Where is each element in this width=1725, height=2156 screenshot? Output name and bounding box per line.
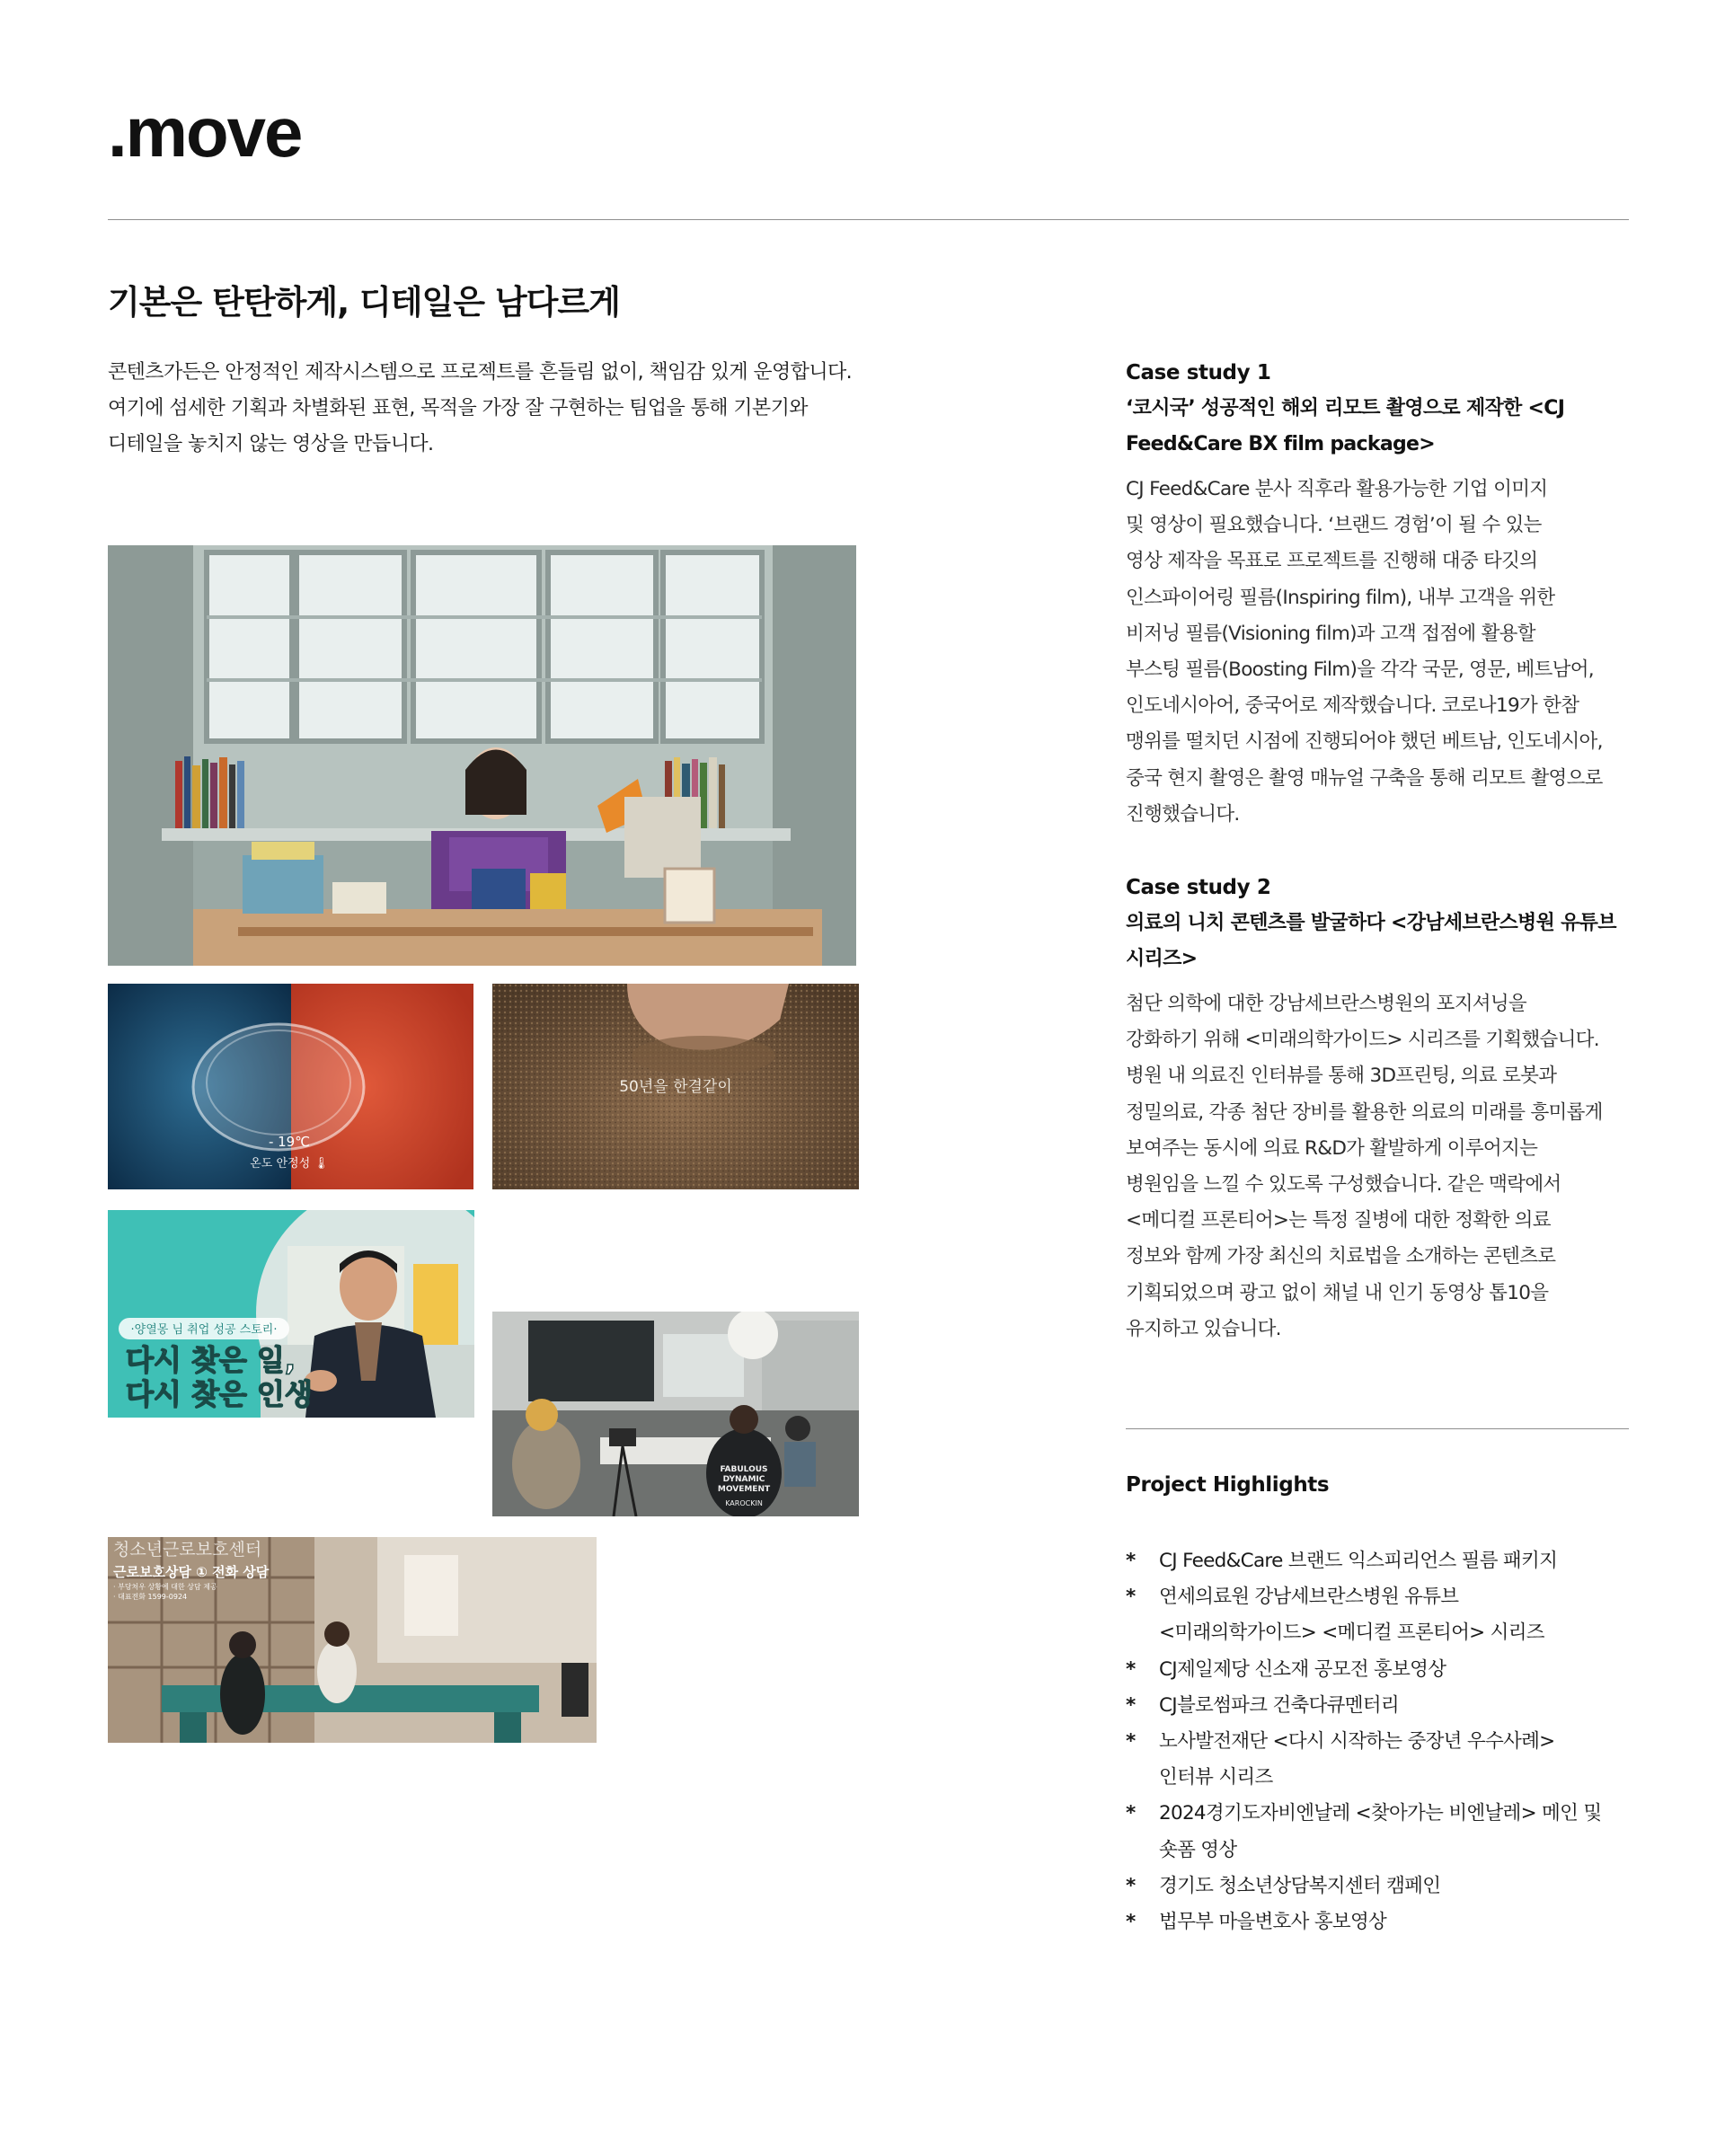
- case-study-1: [1126, 355, 1629, 833]
- photo-petri-dish: [108, 984, 473, 1189]
- intro-paragraph: [108, 355, 898, 463]
- list-item: * 경기도 청소년상담복지센터 캠페인: [1126, 1874, 1441, 1897]
- shirt-text: DYNAMIC: [722, 1475, 765, 1484]
- counsel-sub: · 대표전화 1599-0924: [113, 1593, 188, 1601]
- list-item: * CJ블로썸파크 건축다큐멘터리: [1126, 1693, 1399, 1717]
- shirt-text: MOVEMENT: [717, 1485, 771, 1494]
- case-study-2: [1126, 870, 1629, 1348]
- petri-temp: - 19℃: [268, 1134, 311, 1150]
- petri-caption: 온도 안정성 🌡: [250, 1157, 329, 1171]
- counsel-title: 근로보호상담 ① 전화 상담: [113, 1564, 270, 1580]
- thumbnail-counseling: [108, 1537, 597, 1743]
- case-study-body: 첨단 의학에 대한 강남세브란스병원의 포지셔닝을 강화하기 위해 <미래의학가이드> 시리즈를 기획했습니다. 병원 내 의료진 인터뷰를 통해 3D프린팅, 의료 로봇과 정밀의료, 각종 첨단 장비를 활용한 의료의 미래를 흥미롭게 보여주는 동시에 의료 R&D가 활발하게 이루어지는 병원임을 느낄 수 있도록 구성했습니다. 같은 맥락에서 <메디컬 프론티어>는 특정 질병에 대한 정확한 의료 정보와 함께 가장 최신의 치료법을 소개하는 콘텐츠로 기획되었으며 광고 없이 채널 내 인기 동영상 톱10을 유지하고 있습니다.: [1126, 993, 1603, 1340]
- interview-line2: 다시 찾은 인생: [126, 1377, 313, 1411]
- list-item: * 노사발전재단 <다시 시작하는 중장년 우수사례> 인터뷰 시리즈: [1126, 1730, 1555, 1789]
- photo-grain-hand: [492, 984, 859, 1189]
- shirt-text: KAROCKIN: [725, 1499, 763, 1507]
- list-item: * CJ Feed&Care 브랜드 익스피리언스 필름 패키지: [1126, 1550, 1558, 1572]
- list-item: * 연세의료원 강남세브란스병원 유튜브 <미래의학가이드> <메디컬 프론티어> 시리즈: [1126, 1586, 1544, 1645]
- interview-tag: ·양열몽 님 취업 성공 스토리·: [130, 1323, 278, 1337]
- header-divider: [108, 219, 1629, 220]
- photo-office-desk: [108, 545, 856, 966]
- interview-line1: 다시 찾은 일,: [126, 1343, 296, 1377]
- shirt-text: FABULOUS: [720, 1465, 768, 1474]
- intro-line: 콘텐츠가든은 안정적인 제작시스템으로 프로젝트를 흔들림 없이, 책임감 있게 운영합니다.: [108, 361, 853, 384]
- grain-caption: 50년을 한결같이: [619, 1078, 732, 1096]
- case-study-body: CJ Feed&Care 분사 직후라 활용가능한 기업 이미지 및 영상이 필요했습니다. ‘브랜드 경험’이 될 수 있는 영상 제작을 목표로 프로젝트를 진행해 대중 타깃의 인스파이어링 필름(Inspiring film), 내부 고객을 위한 비저닝 필름(Visioning film)과 고객 접점에 활용할 부스팅 필름(Boosting Film)을 각각 국문, 영문, 베트남어, 인도네시아어, 중국어로 제작했습니다. 코로나19가 한참 맹위를 떨치던 시점에 진행되어야 했던 베트남, 인도네시아, 중국 현지 촬영은 촬영 매뉴얼 구축을 통해 리모트 촬영으로 진행했습니다.: [1126, 478, 1603, 826]
- counsel-sub: · 부당처우 상황에 대한 상담 제공: [113, 1583, 217, 1591]
- case-study-subtitle: Feed&Care BX film package>: [1126, 433, 1435, 455]
- case-study-subtitle: ‘코시국’ 성공적인 해외 리모트 촬영으로 제작한 <CJ: [1126, 397, 1565, 420]
- case-study-label: Case study 2: [1126, 876, 1271, 899]
- list-item: * CJ제일제당 신소재 공모전 홍보영상: [1126, 1657, 1446, 1681]
- case-study-subtitle: 의료의 니치 콘텐츠를 발굴하다 <강남세브란스병원 유튜브: [1126, 912, 1616, 934]
- section-headline: 기본은 탄탄하게, 디테일은 남다르게: [108, 283, 620, 322]
- counsel-org: 청소년근로보호센터: [113, 1540, 262, 1560]
- intro-line: 디테일을 놓치지 않는 영상을 만듭니다.: [108, 433, 434, 455]
- highlights-title: Project Highlights: [1126, 1473, 1330, 1497]
- thumbnail-interview: [108, 1210, 474, 1418]
- highlights-divider: [1126, 1428, 1629, 1429]
- list-item: * 2024경기도자비엔날레 <찾아가는 비엔날레> 메인 및 숏폼 영상: [1126, 1802, 1602, 1861]
- page-title: .move: [108, 93, 302, 172]
- case-study-subtitle: 시리즈>: [1126, 948, 1198, 970]
- photo-production-set: [492, 1312, 859, 1516]
- case-study-label: Case study 1: [1126, 361, 1271, 384]
- highlights-list: [1126, 1543, 1647, 1940]
- intro-line: 여기에 섬세한 기획과 차별화된 표현, 목적을 가장 잘 구현하는 팀업을 통해 기본기와: [108, 397, 808, 420]
- list-item: * 법무부 마을변호사 홍보영상: [1126, 1911, 1387, 1934]
